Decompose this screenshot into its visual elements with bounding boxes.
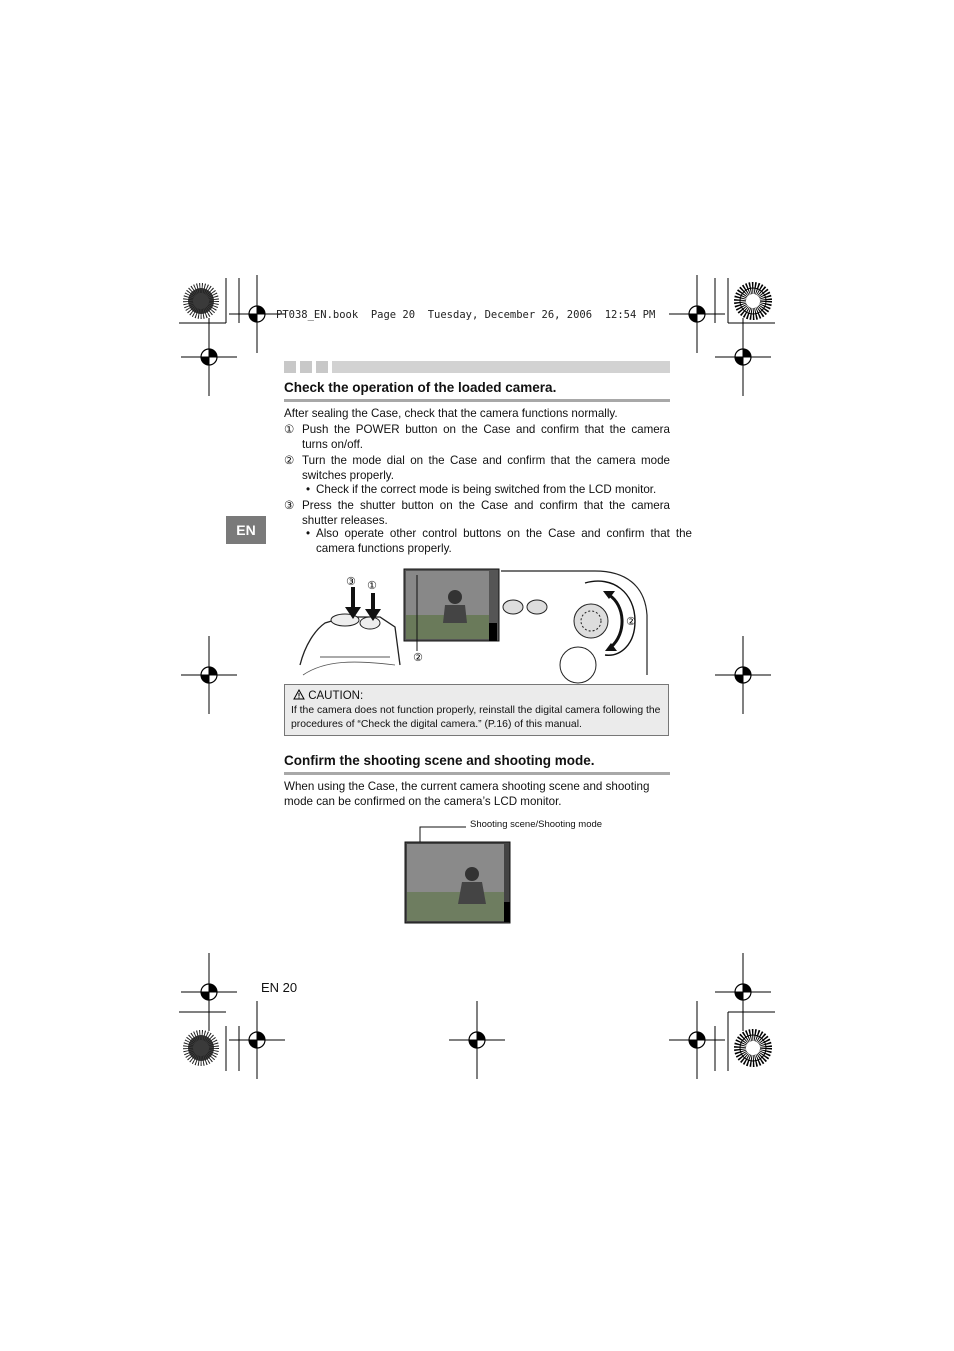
shooting-mode-callout: Shooting scene/Shooting mode (470, 819, 603, 830)
section1-title: Check the operation of the loaded camera. (284, 380, 557, 395)
lcd-monitor-figure (404, 822, 514, 926)
section-header-bar (284, 361, 670, 373)
section2-title: Confirm the shooting scene and shooting mode. (284, 753, 595, 768)
bullet-2-text: Also operate other control buttons on the Case and confirm that the camera functions properly. (316, 527, 692, 555)
fig-label-2b: ② (626, 615, 636, 628)
print-header: PT038_EN.book Page 20 Tuesday, December 26, 2006 12:54 PM (276, 309, 656, 321)
step-2-text: Turn the mode dial on the Case and confirm that the camera mode switches properly. (302, 454, 670, 482)
bullet-1-text: Check if the correct mode is being switched from the LCD monitor. (316, 483, 657, 496)
fig-label-2a: ② (413, 651, 423, 664)
fig-label-3: ③ (346, 575, 356, 588)
section1-intro: After sealing the Case, check that the camera functions normally. (284, 407, 618, 420)
step-1-text: Push the POWER button on the Case and confirm that the camera turns on/off. (302, 423, 670, 451)
caution-heading (293, 689, 363, 702)
step-3 (284, 498, 670, 528)
caution-box (284, 684, 669, 736)
bullet-2: • Also operate other control buttons on the Case and confirm that the camera functions properly. (306, 527, 692, 555)
caution-label: CAUTION: (308, 690, 364, 702)
step-1 (284, 422, 670, 452)
section1-rule (284, 399, 670, 402)
section2-rule (284, 772, 670, 775)
language-tab: EN (226, 516, 266, 544)
camera-operation-figure (295, 565, 655, 685)
warning-icon (293, 689, 305, 700)
section2-intro: When using the Case, the current camera shooting scene and shooting mode can be confirmed on the camera’s LCD monitor. (284, 780, 650, 808)
step-3-number: ③ (284, 499, 295, 512)
bullet-1: • Check if the correct mode is being switched from the LCD monitor. (306, 483, 657, 496)
fig-label-1: ① (367, 579, 377, 592)
step-3-text: Press the shutter button on the Case and confirm that the camera shutter releases. (302, 499, 670, 527)
step-1-number: ① (284, 423, 295, 436)
step-2 (284, 453, 670, 483)
caution-text: If the camera does not function properly, reinstall the digital camera following the procedures of “Check the digital camera.” (P.16) of this manual. (291, 705, 661, 730)
step-2-number: ② (284, 454, 295, 467)
page-number: EN 20 (261, 980, 298, 995)
